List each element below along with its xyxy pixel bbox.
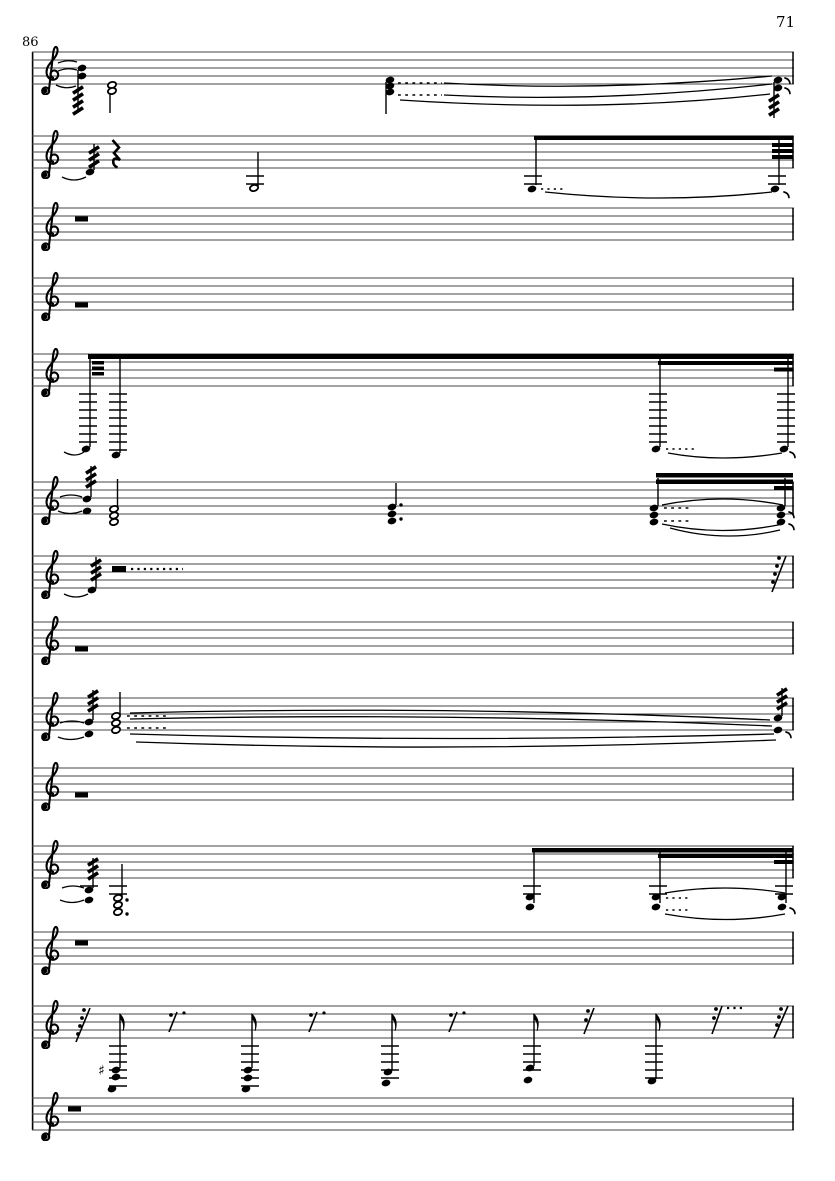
ties-into-chord: [60, 886, 84, 903]
whole-rest: [68, 1107, 81, 1112]
tie: [668, 453, 782, 458]
treble-clef-icon: [42, 551, 58, 598]
main-beam: [88, 354, 793, 359]
treble-clef-icon: [42, 763, 58, 810]
tremolo-note: [87, 557, 102, 594]
beam-stub: [774, 860, 793, 864]
treble-clef-icon: [42, 477, 58, 524]
beam-stub: [774, 486, 793, 490]
staff-6: [32, 465, 794, 536]
treble-clef-icon: [42, 1093, 58, 1140]
page-number: 71: [776, 13, 796, 31]
cluster-chord: [107, 81, 117, 113]
flagged-chord-1: [98, 1014, 127, 1093]
beam-1: [532, 848, 793, 853]
measure-number: 86: [22, 35, 39, 50]
beam-1: [656, 473, 793, 478]
low-note-3: [649, 356, 694, 453]
whole-rest: [75, 647, 88, 652]
tremolo-stub: [92, 361, 104, 376]
flagged-note-5: [645, 1014, 663, 1085]
beam-2: [658, 854, 793, 858]
whole-rest: [75, 941, 88, 946]
tie: [64, 594, 88, 597]
cluster-block: [112, 566, 183, 572]
treble-clef-icon: [42, 617, 58, 664]
treble-clef-icon: [42, 47, 58, 94]
second-beam: [658, 361, 793, 365]
treble-clef-icon: [42, 1001, 58, 1048]
whole-rest: [75, 303, 88, 308]
tie-ellipses: [662, 499, 783, 536]
treble-clef-icon: [42, 273, 58, 320]
staff-5: [32, 349, 795, 459]
treble-clef-icon: [42, 203, 58, 250]
treble-clef-icon: [42, 927, 58, 974]
beam-2: [656, 480, 793, 485]
tremolo-cluster-a: [649, 478, 690, 526]
mid-cluster: [387, 483, 403, 525]
final-tremolo-chord: [768, 76, 790, 118]
beam: [534, 136, 793, 141]
dotted-half-cluster: [109, 864, 129, 916]
staff-9: [32, 687, 794, 747]
staff-1: [32, 47, 794, 118]
third-beam-stub: [774, 368, 793, 372]
sixtyfourth-rest: [76, 1008, 90, 1042]
low-note-1: [64, 356, 97, 455]
flagged-chord-4: [523, 1014, 541, 1084]
staff-3: [32, 203, 794, 250]
sharp-accidental: ♯: [98, 1063, 105, 1079]
tie-long: [545, 192, 772, 198]
whole-rest: [75, 217, 88, 222]
treble-clef-icon: [42, 131, 58, 178]
tremolo-beams-end: [772, 143, 793, 159]
long-slurs: [130, 710, 776, 747]
staff-2: [32, 131, 794, 198]
low-chord-b: [649, 852, 688, 911]
staff-14: [32, 1093, 794, 1140]
tremolo-chord: [80, 857, 99, 904]
treble-clef-icon: [42, 693, 58, 740]
treble-clef-icon: [42, 349, 58, 396]
flagged-chord-3: [381, 1014, 399, 1087]
tie-ellipse: [665, 888, 785, 920]
staff-13: [32, 1001, 794, 1093]
low-note-2: [109, 356, 127, 459]
low-chord-a: [523, 852, 541, 911]
staff-10: [32, 763, 794, 810]
low-half-note: [246, 152, 264, 192]
staff-4: [32, 273, 794, 320]
flagged-chord-2: [241, 1014, 259, 1093]
sixtyfourth-rest: [771, 556, 786, 592]
treble-clef-icon: [42, 841, 58, 888]
staff-11: [32, 841, 795, 920]
long-ties: [400, 76, 772, 105]
whole-rest: [75, 793, 88, 798]
cluster-chord: [109, 479, 119, 526]
staff-8: [32, 617, 794, 664]
tremolo-chord: [72, 64, 87, 116]
staff-12: [32, 927, 794, 974]
beamed-low-note: [524, 139, 566, 193]
sustain-chord: [385, 76, 442, 114]
tie: [62, 177, 86, 180]
staff-7: [32, 551, 794, 598]
